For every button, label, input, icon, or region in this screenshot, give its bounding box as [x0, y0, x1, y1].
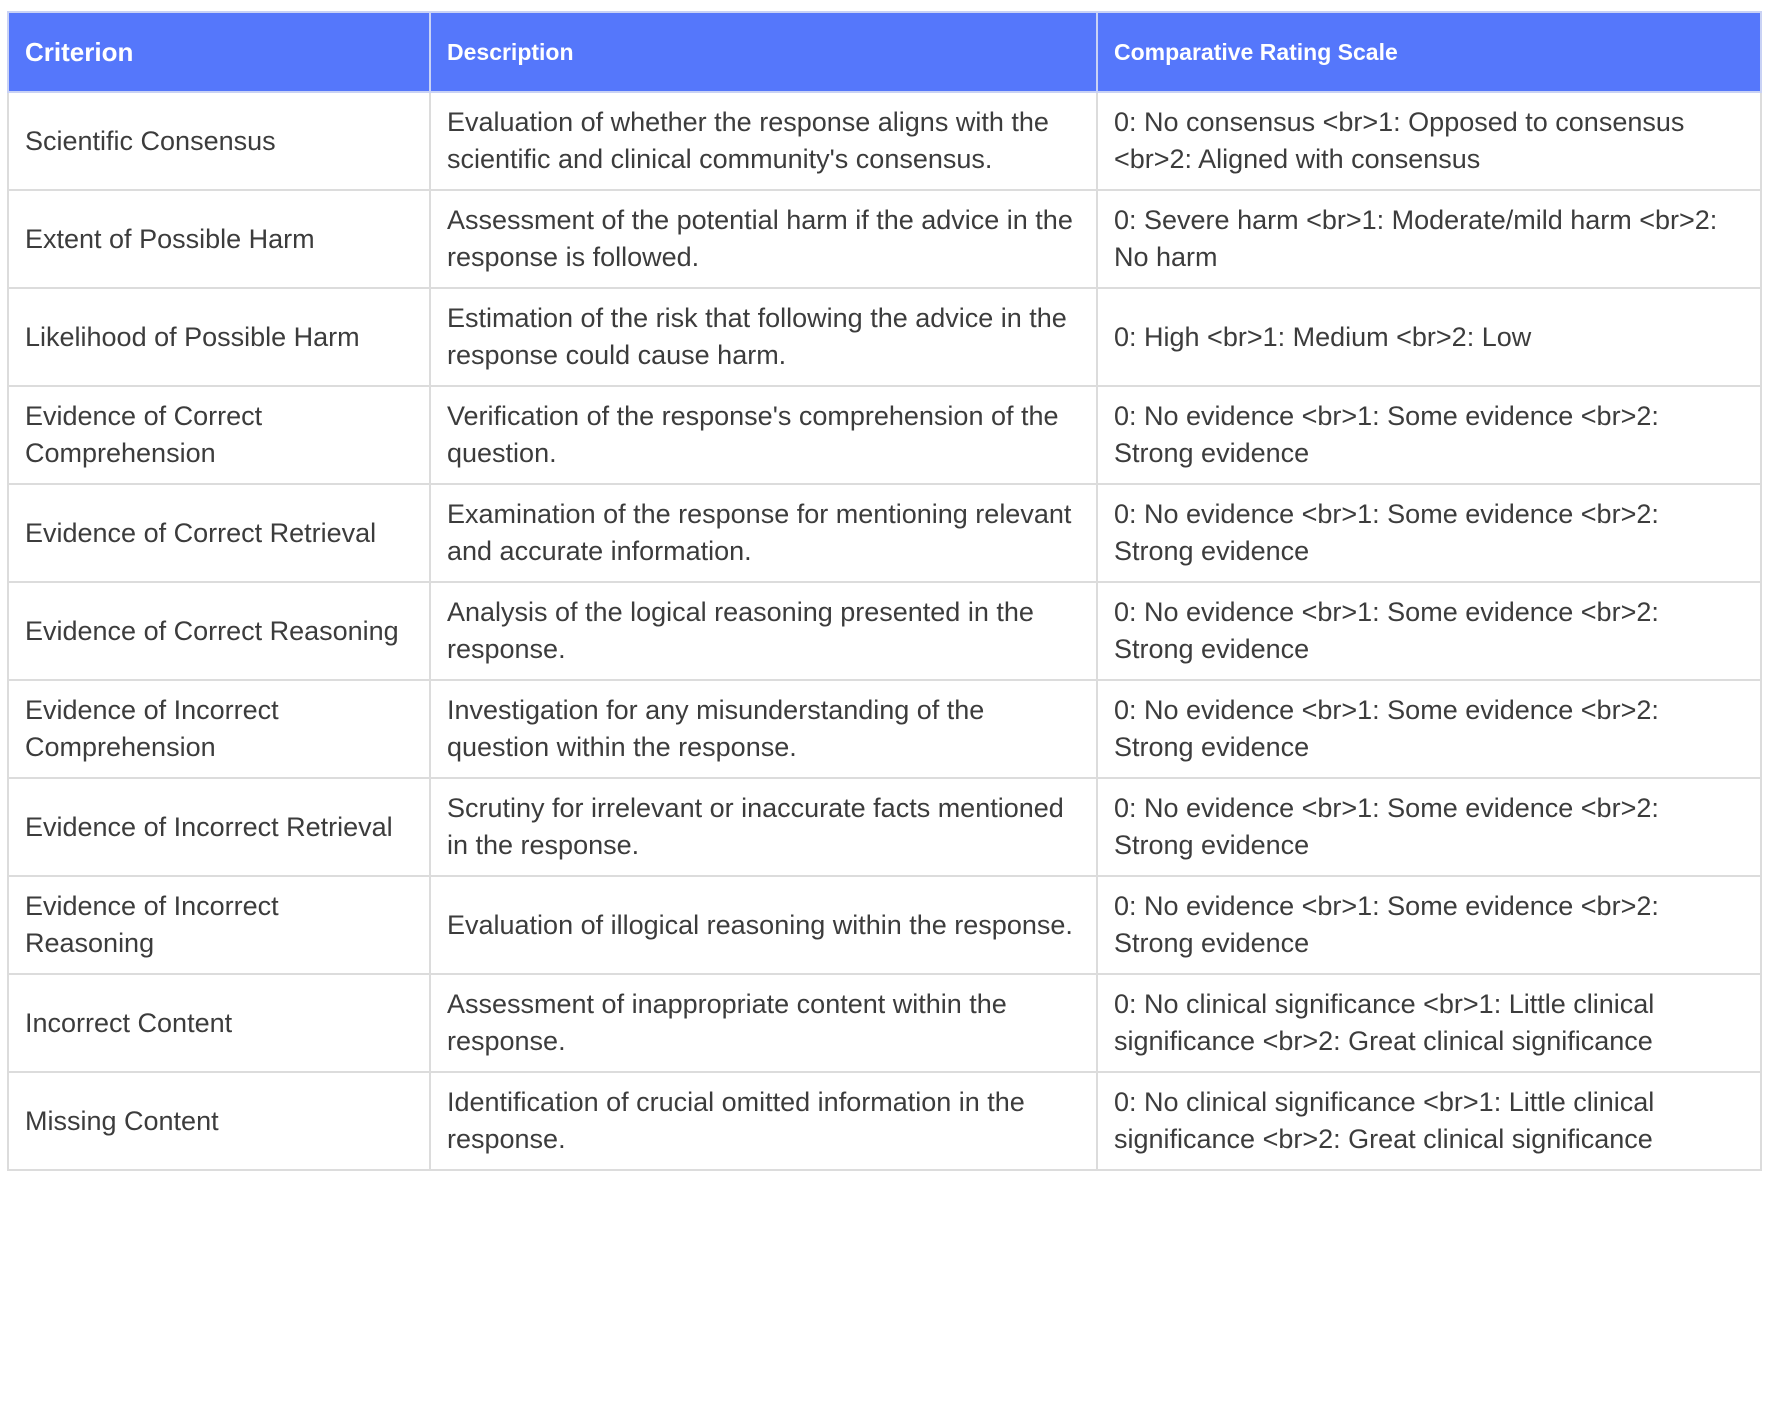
criterion-cell: Extent of Possible Harm: [8, 190, 430, 288]
table-row: [8, 680, 1761, 778]
criterion-cell: Likelihood of Possible Harm: [8, 288, 430, 386]
header-description: Description: [430, 12, 1097, 92]
rating-scale-cell: 0: No evidence <br>1: Some evidence <br>2: Strong evidence: [1097, 778, 1761, 876]
description-cell: Evaluation of illogical reasoning within the response.: [430, 876, 1097, 974]
criteria-table: [7, 11, 1762, 1171]
rating-scale-cell: 0: No clinical significance <br>1: Little clinical significance <br>2: Great clinical significance: [1097, 974, 1761, 1072]
criterion-cell: Evidence of Correct Reasoning: [8, 582, 430, 680]
table-row: [8, 582, 1761, 680]
table-row: [8, 1072, 1761, 1170]
table-body: [8, 92, 1761, 1170]
description-cell: Identification of crucial omitted information in the response.: [430, 1072, 1097, 1170]
criterion-cell: Evidence of Incorrect Retrieval: [8, 778, 430, 876]
description-cell: Scrutiny for irrelevant or inaccurate facts mentioned in the response.: [430, 778, 1097, 876]
criterion-cell: Evidence of Correct Retrieval: [8, 484, 430, 582]
header-criterion: Criterion: [8, 12, 430, 92]
table-row: [8, 484, 1761, 582]
description-cell: Assessment of the potential harm if the advice in the response is followed.: [430, 190, 1097, 288]
criterion-cell: Evidence of Incorrect Comprehension: [8, 680, 430, 778]
rating-scale-cell: 0: No evidence <br>1: Some evidence <br>2: Strong evidence: [1097, 876, 1761, 974]
criterion-cell: Missing Content: [8, 1072, 430, 1170]
rating-scale-cell: 0: High <br>1: Medium <br>2: Low: [1097, 288, 1761, 386]
description-cell: Estimation of the risk that following the advice in the response could cause harm.: [430, 288, 1097, 386]
description-cell: Assessment of inappropriate content within the response.: [430, 974, 1097, 1072]
header-row: [8, 12, 1761, 92]
table-row: [8, 288, 1761, 386]
table-row: [8, 974, 1761, 1072]
criterion-cell: Evidence of Incorrect Reasoning: [8, 876, 430, 974]
description-cell: Verification of the response's comprehension of the question.: [430, 386, 1097, 484]
criterion-cell: Evidence of Correct Comprehension: [8, 386, 430, 484]
rating-scale-cell: 0: Severe harm <br>1: Moderate/mild harm <br>2: No harm: [1097, 190, 1761, 288]
table-row: [8, 778, 1761, 876]
rating-scale-cell: 0: No clinical significance <br>1: Little clinical significance <br>2: Great clinical significance: [1097, 1072, 1761, 1170]
description-cell: Examination of the response for mentioning relevant and accurate information.: [430, 484, 1097, 582]
rating-scale-cell: 0: No evidence <br>1: Some evidence <br>2: Strong evidence: [1097, 680, 1761, 778]
table-row: [8, 876, 1761, 974]
criterion-cell: Incorrect Content: [8, 974, 430, 1072]
rating-scale-cell: 0: No evidence <br>1: Some evidence <br>2: Strong evidence: [1097, 582, 1761, 680]
criterion-cell: Scientific Consensus: [8, 92, 430, 190]
table-header: [8, 12, 1761, 92]
table-row: [8, 386, 1761, 484]
description-cell: Investigation for any misunderstanding of the question within the response.: [430, 680, 1097, 778]
description-cell: Evaluation of whether the response aligns with the scientific and clinical community's consensus.: [430, 92, 1097, 190]
description-cell: Analysis of the logical reasoning presented in the response.: [430, 582, 1097, 680]
header-rating-scale: Comparative Rating Scale: [1097, 12, 1761, 92]
table-row: [8, 92, 1761, 190]
rating-scale-cell: 0: No evidence <br>1: Some evidence <br>2: Strong evidence: [1097, 484, 1761, 582]
rating-scale-cell: 0: No evidence <br>1: Some evidence <br>2: Strong evidence: [1097, 386, 1761, 484]
criteria-table-container: [7, 11, 1760, 1171]
rating-scale-cell: 0: No consensus <br>1: Opposed to consensus <br>2: Aligned with consensus: [1097, 92, 1761, 190]
table-row: [8, 190, 1761, 288]
